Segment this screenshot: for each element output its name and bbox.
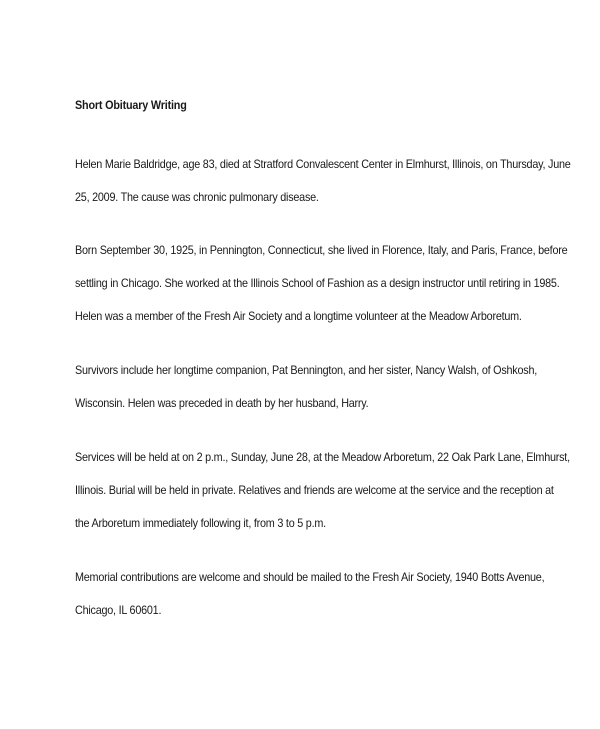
document-body xyxy=(75,96,571,627)
text-line: Services will be held at on 2 p.m., Sunday, June 28, at the Meadow Arboretum, 22 Oak Park Lane, Elmhurst, xyxy=(75,450,570,464)
text-line: Memorial contributions are welcome and should be mailed to the Fresh Air Society, 1940 Botts Avenue, xyxy=(75,570,545,584)
paragraph-death-notice xyxy=(75,148,571,214)
paragraph-memorial-contributions xyxy=(75,561,545,627)
paragraph-survivors xyxy=(75,354,538,420)
text-line: settling in Chicago. She worked at the Illinois School of Fashion as a design instructor until retiring in 1985. xyxy=(75,276,560,290)
text-line: Wisconsin. Helen was preceded in death by her husband, Harry. xyxy=(75,396,369,410)
text-line: the Arboretum immediately following it, from 3 to 5 p.m. xyxy=(75,516,326,530)
document-title: Short Obituary Writing xyxy=(75,98,187,112)
text-line: Helen Marie Baldridge, age 83, died at Stratford Convalescent Center in Elmhurst, Illinois, on Thursday, June xyxy=(75,157,571,171)
paragraph-services xyxy=(75,441,570,540)
text-line: Illinois. Burial will be held in private. Relatives and friends are welcome at the service and the reception at xyxy=(75,483,554,497)
text-line: 25, 2009. The cause was chronic pulmonary disease. xyxy=(75,190,319,204)
text-line: Born September 30, 1925, in Pennington, Connecticut, she lived in Florence, Italy, and Paris, France, before xyxy=(75,243,568,257)
text-line: Survivors include her longtime companion, Pat Bennington, and her sister, Nancy Walsh, of Oshkosh, xyxy=(75,363,538,377)
text-line: Helen was a member of the Fresh Air Society and a longtime volunteer at the Meadow Arboretum. xyxy=(75,309,522,323)
paragraph-biography xyxy=(75,234,568,333)
text-line: Chicago, IL 60601. xyxy=(75,603,162,617)
